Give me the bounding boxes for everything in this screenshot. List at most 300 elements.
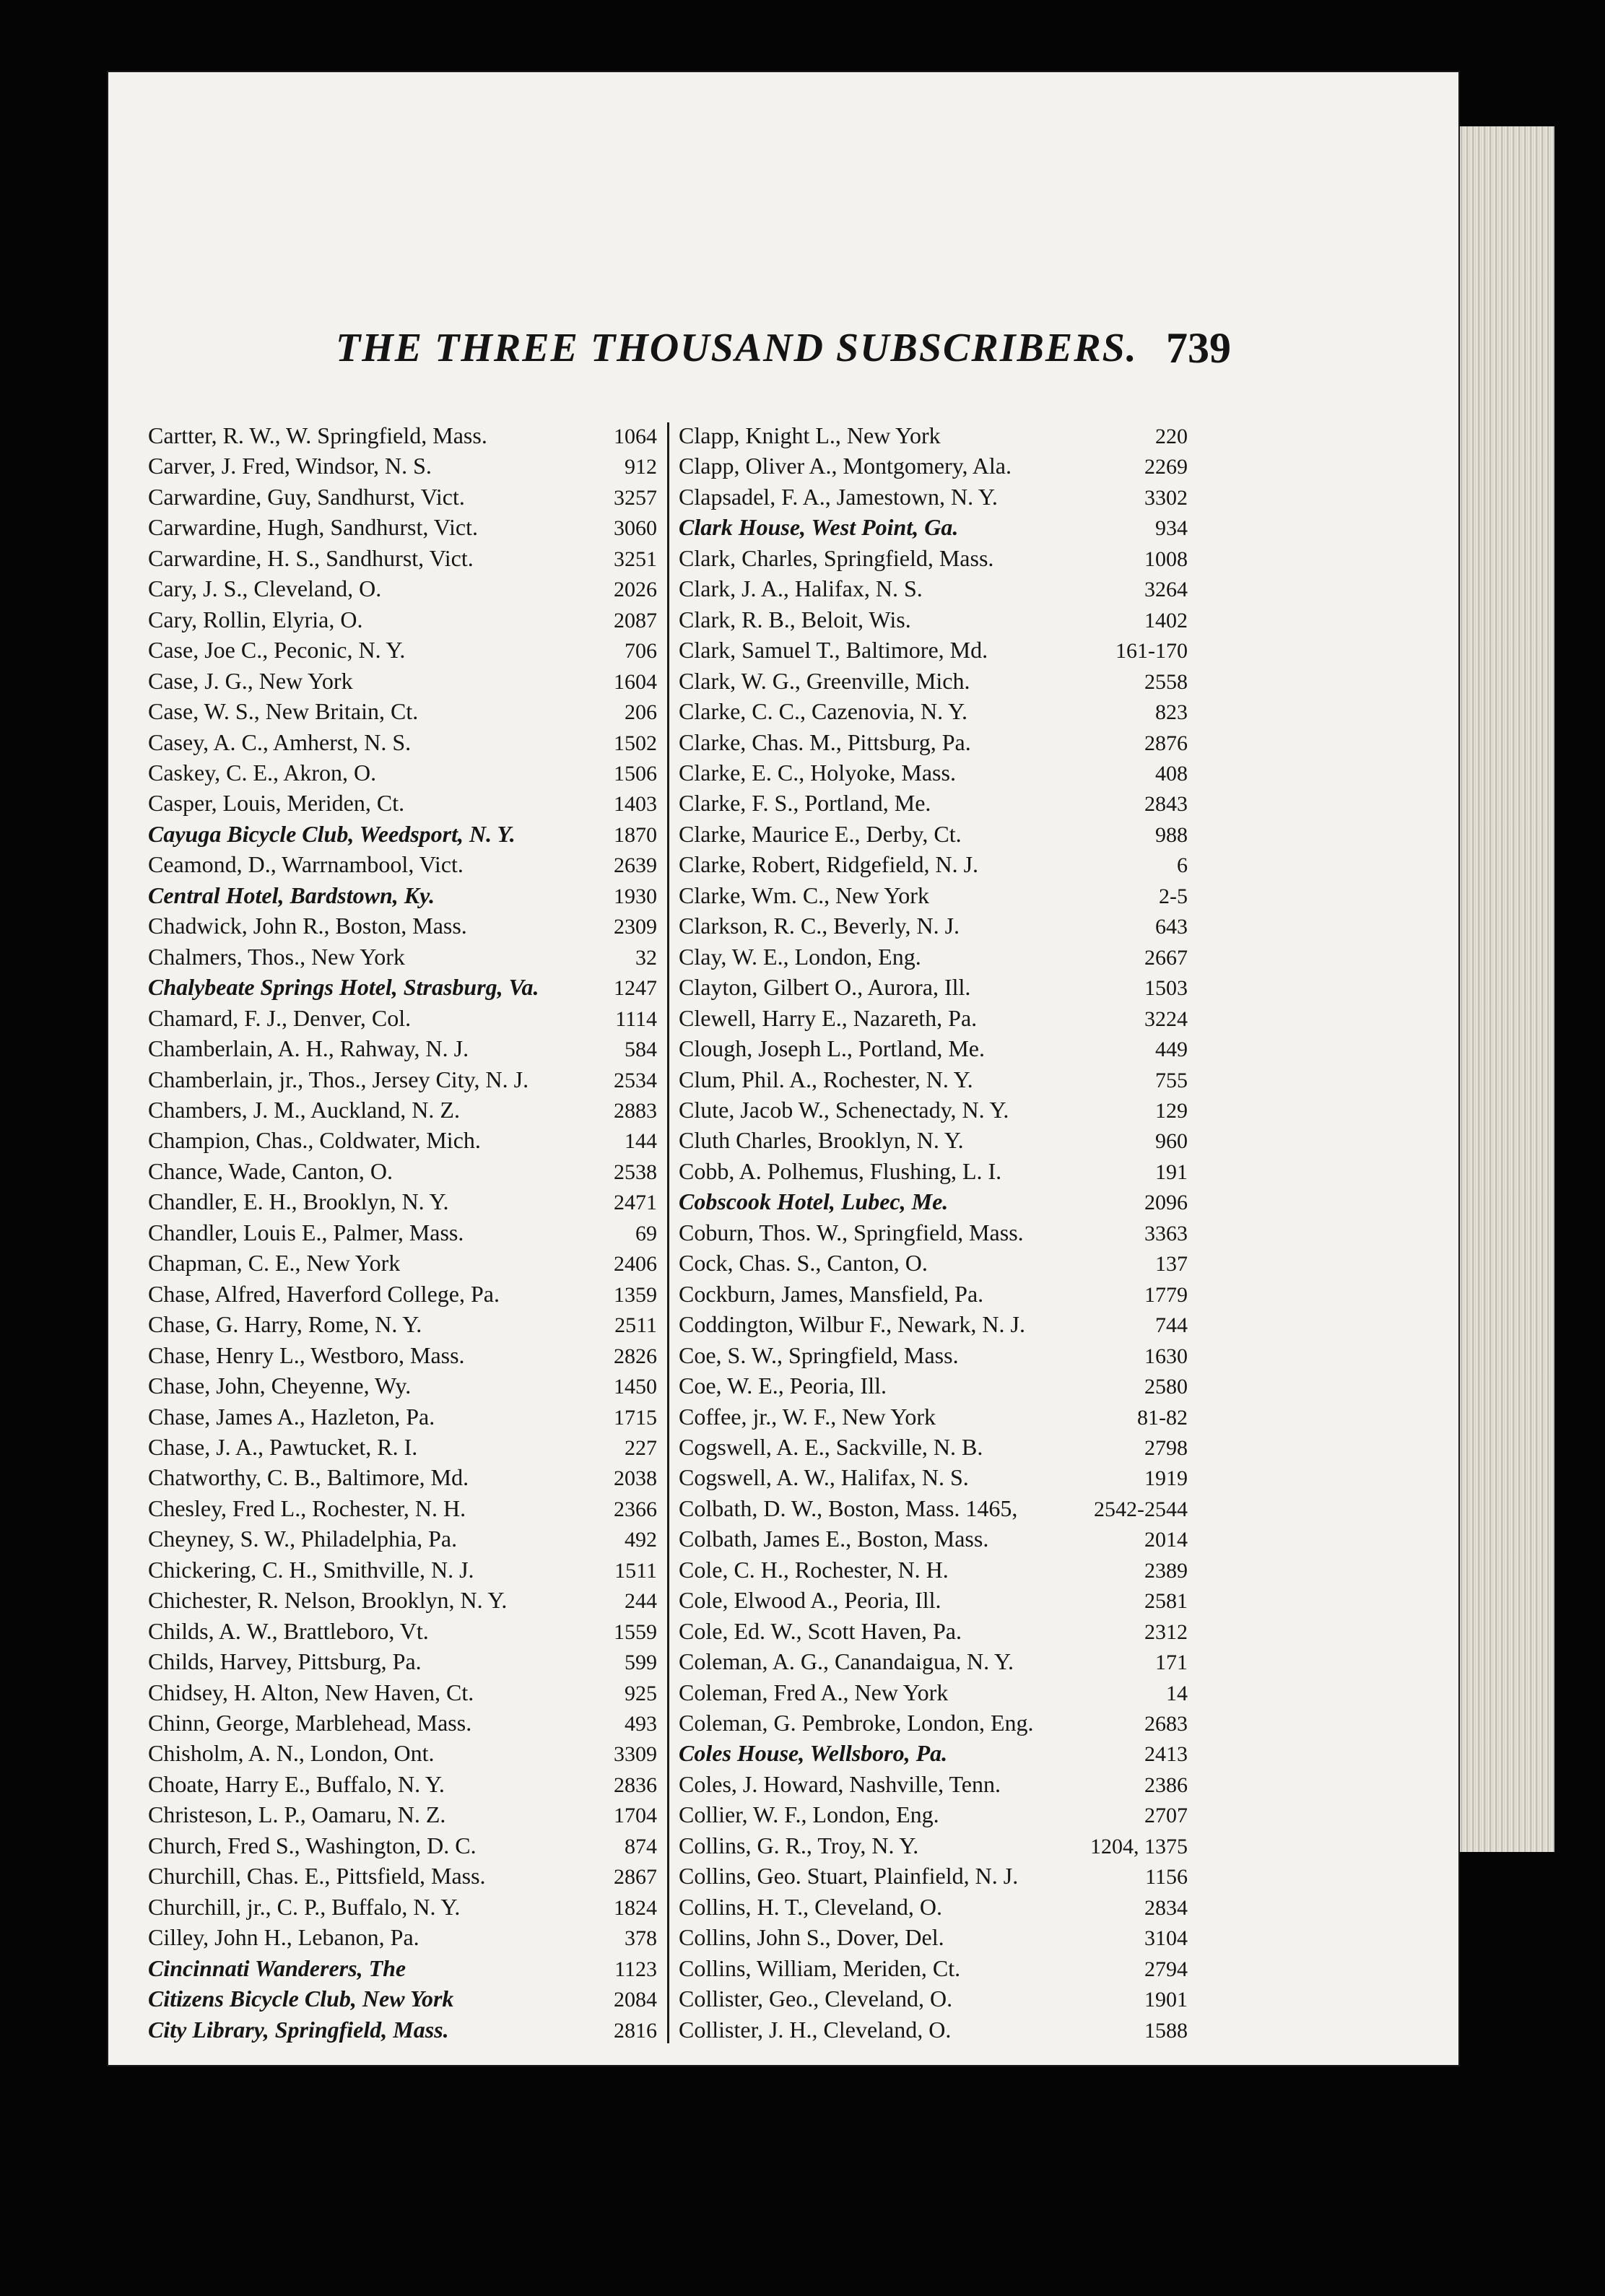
subscriber-name: Clark House, West Point, Ga. bbox=[679, 514, 959, 541]
subscriber-number: 1559 bbox=[614, 1619, 657, 1644]
subscriber-name: Cincinnati Wanderers, The bbox=[148, 1954, 406, 1981]
subscriber-name: Church, Fred S., Washington, D. C. bbox=[148, 1832, 477, 1858]
list-item bbox=[679, 1771, 1188, 1801]
subscriber-number: 2-5 bbox=[1159, 884, 1188, 908]
subscriber-number: 1604 bbox=[614, 669, 657, 694]
subscriber-number: 493 bbox=[625, 1712, 657, 1736]
subscriber-number: 3302 bbox=[1144, 485, 1188, 510]
column-divider bbox=[667, 422, 669, 2043]
subscriber-number: 1824 bbox=[614, 1895, 657, 1920]
list-item bbox=[148, 1005, 657, 1035]
subscriber-name: Chambers, J. M., Auckland, N. Z. bbox=[148, 1096, 460, 1123]
subscriber-name: Chase, James A., Hazleton, Pa. bbox=[148, 1403, 435, 1430]
running-head: THE THREE THOUSAND SUBSCRIBERS. bbox=[336, 326, 1138, 370]
list-item bbox=[679, 821, 1188, 851]
list-item bbox=[148, 575, 657, 606]
subscriber-number: 2366 bbox=[614, 1497, 657, 1521]
subscriber-number: 1064 bbox=[614, 425, 657, 448]
list-item bbox=[679, 851, 1188, 882]
subscriber-number: 2798 bbox=[1144, 1435, 1188, 1460]
subscriber-number: 2867 bbox=[614, 1865, 657, 1890]
page-header bbox=[108, 325, 1458, 397]
subscriber-name: Coe, W. E., Peoria, Ill. bbox=[679, 1373, 887, 1399]
subscriber-number: 1114 bbox=[615, 1006, 657, 1031]
subscriber-number: 206 bbox=[625, 700, 657, 725]
list-item bbox=[679, 1832, 1188, 1863]
subscriber-name: Cole, Elwood A., Peoria, Ill. bbox=[679, 1587, 941, 1614]
list-item bbox=[679, 1097, 1188, 1127]
subscriber-number: 2269 bbox=[1144, 455, 1188, 479]
subscriber-name: Citizens Bicycle Club, New York bbox=[148, 1986, 454, 2012]
list-item bbox=[148, 484, 657, 514]
subscriber-name: Clark, Samuel T., Baltimore, Md. bbox=[679, 637, 988, 664]
subscriber-number: 1779 bbox=[1144, 1282, 1188, 1307]
subscriber-name: Clarke, Robert, Ridgefield, N. J. bbox=[679, 851, 979, 878]
subscriber-number: 244 bbox=[625, 1589, 657, 1614]
list-item bbox=[679, 1587, 1188, 1617]
list-item bbox=[679, 1250, 1188, 1280]
subscriber-name: Chisholm, A. N., London, Ont. bbox=[148, 1740, 435, 1767]
subscriber-name: Cilley, John H., Lebanon, Pa. bbox=[148, 1924, 419, 1951]
subscriber-name: Chalybeate Springs Hotel, Strasburg, Va. bbox=[148, 974, 539, 1001]
subscriber-name: Cogswell, A. E., Sackville, N. B. bbox=[679, 1433, 983, 1460]
subscriber-name: Clark, W. G., Greenville, Mich. bbox=[679, 667, 970, 694]
subscriber-number: 2511 bbox=[614, 1313, 657, 1338]
subscriber-name: Chase, J. A., Pawtucket, R. I. bbox=[148, 1433, 418, 1460]
list-item bbox=[679, 453, 1188, 483]
subscriber-number: 137 bbox=[1155, 1252, 1188, 1277]
subscriber-name: Clark, Charles, Springfield, Mass. bbox=[679, 544, 994, 571]
subscriber-number: 755 bbox=[1155, 1068, 1188, 1092]
list-item bbox=[148, 1587, 657, 1617]
subscriber-name: Chickering, C. H., Smithville, N. J. bbox=[148, 1556, 474, 1583]
subscriber-number: 1704 bbox=[614, 1804, 657, 1828]
list-item bbox=[148, 1404, 657, 1434]
subscriber-number: 1506 bbox=[614, 761, 657, 786]
subscriber-name: Chandler, Louis E., Palmer, Mass. bbox=[148, 1219, 464, 1245]
subscriber-name: Cobb, A. Polhemus, Flushing, L. I. bbox=[679, 1157, 1002, 1184]
subscriber-number: 599 bbox=[625, 1651, 657, 1675]
subscriber-name: Collister, J. H., Cleveland, O. bbox=[679, 2016, 952, 2043]
subscriber-name: Clapp, Knight L., New York bbox=[679, 422, 941, 448]
list-item bbox=[148, 1188, 657, 1219]
subscriber-number: 1156 bbox=[1145, 1865, 1188, 1890]
subscriber-number: 3257 bbox=[614, 485, 657, 510]
list-item bbox=[679, 1618, 1188, 1648]
subscriber-number: 1247 bbox=[614, 976, 657, 1001]
list-item bbox=[148, 1526, 657, 1556]
subscriber-number: 2386 bbox=[1144, 1773, 1188, 1797]
subscriber-number: 2471 bbox=[614, 1191, 657, 1215]
list-item bbox=[679, 545, 1188, 575]
subscriber-name: Chance, Wade, Canton, O. bbox=[148, 1157, 393, 1184]
list-item bbox=[148, 1648, 657, 1679]
subscriber-number: 2413 bbox=[1144, 1742, 1188, 1767]
list-item bbox=[679, 698, 1188, 729]
subscriber-name: Collins, H. T., Cleveland, O. bbox=[679, 1893, 943, 1920]
list-item bbox=[679, 1740, 1188, 1770]
subscriber-name: Clayton, Gilbert O., Aurora, Ill. bbox=[679, 974, 971, 1001]
subscriber-name: Cluth Charles, Brooklyn, N. Y. bbox=[679, 1127, 964, 1154]
subscriber-name: Cockburn, James, Mansfield, Pa. bbox=[679, 1280, 984, 1307]
subscriber-number: 2038 bbox=[614, 1466, 657, 1491]
subscriber-name: Cary, J. S., Cleveland, O. bbox=[148, 575, 382, 602]
subscriber-number: 2534 bbox=[614, 1068, 657, 1092]
list-item bbox=[679, 575, 1188, 606]
list-item bbox=[679, 484, 1188, 514]
list-item bbox=[148, 729, 657, 760]
list-item bbox=[679, 760, 1188, 790]
subscriber-name: Collins, G. R., Troy, N. Y. bbox=[679, 1832, 919, 1858]
list-item bbox=[679, 1342, 1188, 1373]
subscriber-name: Chase, Alfred, Haverford College, Pa. bbox=[148, 1280, 500, 1307]
list-item bbox=[679, 974, 1188, 1004]
subscriber-name: Clarke, F. S., Portland, Me. bbox=[679, 790, 931, 817]
subscriber-number: 823 bbox=[1155, 700, 1188, 725]
subscriber-number: 3251 bbox=[614, 547, 657, 571]
list-item bbox=[148, 1557, 657, 1587]
subscriber-name: Chichester, R. Nelson, Brooklyn, N. Y. bbox=[148, 1587, 508, 1614]
subscriber-name: Case, W. S., New Britain, Ct. bbox=[148, 698, 419, 725]
subscriber-number: 1450 bbox=[614, 1375, 657, 1399]
list-item bbox=[148, 1158, 657, 1188]
list-item bbox=[679, 1801, 1188, 1832]
list-item bbox=[679, 1158, 1188, 1188]
subscriber-number: 1204, 1375 bbox=[1090, 1834, 1188, 1858]
subscriber-name: Coddington, Wilbur F., Newark, N. J. bbox=[679, 1311, 1025, 1338]
list-item bbox=[148, 1495, 657, 1526]
subscriber-name: Chapman, C. E., New York bbox=[148, 1250, 401, 1277]
subscriber-number: 925 bbox=[625, 1681, 657, 1705]
subscriber-number: 2883 bbox=[614, 1098, 657, 1123]
subscriber-name: Casey, A. C., Amherst, N. S. bbox=[148, 729, 412, 755]
subscriber-name: Clay, W. E., London, Eng. bbox=[679, 943, 921, 970]
subscriber-number: 2542-2544 bbox=[1094, 1497, 1188, 1521]
right-column bbox=[679, 422, 1188, 2047]
subscriber-number: 69 bbox=[635, 1221, 657, 1245]
list-item bbox=[679, 1281, 1188, 1311]
subscriber-name: City Library, Springfield, Mass. bbox=[148, 2016, 449, 2043]
subscriber-number: 2826 bbox=[614, 1344, 657, 1368]
left-column bbox=[148, 422, 657, 2047]
subscriber-number: 2026 bbox=[614, 578, 657, 602]
list-item bbox=[148, 1801, 657, 1832]
list-item bbox=[679, 944, 1188, 974]
subscriber-name: Chinn, George, Marblehead, Mass. bbox=[148, 1710, 472, 1736]
subscriber-number: 2876 bbox=[1144, 731, 1188, 755]
subscriber-number: 408 bbox=[1155, 761, 1188, 786]
subscriber-name: Casper, Louis, Meriden, Ct. bbox=[148, 790, 405, 817]
list-item bbox=[679, 1924, 1188, 1954]
subscriber-number: 1123 bbox=[614, 1957, 657, 1981]
list-item bbox=[148, 2017, 657, 2047]
list-item bbox=[148, 453, 657, 483]
subscriber-number: 1511 bbox=[614, 1558, 657, 1583]
book-page bbox=[108, 72, 1458, 2065]
subscriber-number: 3309 bbox=[614, 1742, 657, 1767]
subscriber-name: Cobscook Hotel, Lubec, Me. bbox=[679, 1188, 949, 1215]
subscriber-number: 934 bbox=[1155, 516, 1188, 541]
list-item bbox=[148, 1771, 657, 1801]
list-item bbox=[148, 606, 657, 637]
subscriber-number: 1402 bbox=[1144, 608, 1188, 632]
subscriber-name: Clark, R. B., Beloit, Wis. bbox=[679, 606, 911, 632]
subscriber-number: 2836 bbox=[614, 1773, 657, 1797]
subscriber-name: Clarkson, R. C., Beverly, N. J. bbox=[679, 913, 960, 939]
subscriber-number: 1403 bbox=[614, 792, 657, 817]
subscriber-number: 171 bbox=[1155, 1651, 1188, 1675]
subscriber-number: 1008 bbox=[1144, 547, 1188, 571]
subscriber-number: 2389 bbox=[1144, 1558, 1188, 1583]
list-item bbox=[148, 1373, 657, 1403]
subscriber-number: 2084 bbox=[614, 1988, 657, 2012]
subscriber-name: Chase, John, Cheyenne, Wy. bbox=[148, 1373, 412, 1399]
subscriber-name: Clough, Joseph L., Portland, Me. bbox=[679, 1035, 985, 1062]
list-item bbox=[679, 1894, 1188, 1924]
list-item bbox=[679, 514, 1188, 544]
list-item bbox=[679, 1434, 1188, 1464]
subscriber-number: 3264 bbox=[1144, 578, 1188, 602]
list-item bbox=[679, 1710, 1188, 1740]
subscriber-number: 1359 bbox=[614, 1282, 657, 1307]
subscriber-name: Coles, J. Howard, Nashville, Tenn. bbox=[679, 1770, 1001, 1797]
subscriber-name: Churchill, jr., C. P., Buffalo, N. Y. bbox=[148, 1893, 461, 1920]
page-number: 739 bbox=[1166, 324, 1231, 372]
subscriber-number: 3060 bbox=[614, 516, 657, 541]
subscriber-number: 2581 bbox=[1144, 1589, 1188, 1614]
subscriber-name: Case, J. G., New York bbox=[148, 667, 353, 694]
list-item bbox=[148, 1740, 657, 1770]
list-item bbox=[148, 1863, 657, 1893]
list-item bbox=[148, 1281, 657, 1311]
subscriber-number: 912 bbox=[625, 455, 657, 479]
list-item bbox=[679, 1188, 1188, 1219]
subscriber-name: Clarke, C. C., Cazenovia, N. Y. bbox=[679, 698, 967, 725]
subscriber-name: Clum, Phil. A., Rochester, N. Y. bbox=[679, 1066, 973, 1092]
subscriber-number: 2683 bbox=[1144, 1712, 1188, 1736]
list-item bbox=[148, 545, 657, 575]
subscriber-name: Chandler, E. H., Brooklyn, N. Y. bbox=[148, 1188, 449, 1215]
list-item bbox=[679, 1679, 1188, 1710]
list-item bbox=[679, 1526, 1188, 1556]
subscriber-name: Clapp, Oliver A., Montgomery, Ala. bbox=[679, 453, 1012, 479]
list-item bbox=[679, 1955, 1188, 1986]
subscriber-number: 2834 bbox=[1144, 1895, 1188, 1920]
subscriber-name: Carwardine, Guy, Sandhurst, Vict. bbox=[148, 483, 465, 510]
subscriber-number: 144 bbox=[625, 1129, 657, 1154]
subscriber-number: 1715 bbox=[614, 1405, 657, 1430]
list-item bbox=[679, 729, 1188, 760]
subscriber-number: 1588 bbox=[1144, 2018, 1188, 2043]
list-item bbox=[148, 1894, 657, 1924]
subscriber-name: Cole, Ed. W., Scott Haven, Pa. bbox=[679, 1617, 962, 1644]
subscriber-number: 2558 bbox=[1144, 669, 1188, 694]
list-item bbox=[148, 1710, 657, 1740]
list-item bbox=[679, 1035, 1188, 1066]
list-item bbox=[148, 1127, 657, 1157]
list-item bbox=[148, 882, 657, 913]
list-item bbox=[679, 882, 1188, 913]
list-item bbox=[148, 1618, 657, 1648]
subscriber-number: 3363 bbox=[1144, 1221, 1188, 1245]
list-item bbox=[148, 698, 657, 729]
subscriber-name: Colbath, James E., Boston, Mass. bbox=[679, 1526, 989, 1552]
subscriber-name: Champion, Chas., Coldwater, Mich. bbox=[148, 1127, 481, 1154]
list-item bbox=[679, 1464, 1188, 1495]
book-page-edges bbox=[1444, 126, 1554, 1852]
list-item bbox=[148, 1832, 657, 1863]
list-item bbox=[679, 1373, 1188, 1403]
list-item bbox=[679, 637, 1188, 667]
list-item bbox=[148, 1066, 657, 1097]
list-item bbox=[679, 1404, 1188, 1434]
list-item bbox=[148, 637, 657, 667]
subscriber-number: 2014 bbox=[1144, 1528, 1188, 1552]
subscriber-name: Clarke, Chas. M., Pittsburg, Pa. bbox=[679, 729, 971, 755]
subscriber-name: Cogswell, A. W., Halifax, N. S. bbox=[679, 1464, 969, 1491]
list-item bbox=[679, 1066, 1188, 1097]
list-item bbox=[148, 422, 657, 453]
list-item bbox=[148, 790, 657, 820]
subscriber-name: Collister, Geo., Cleveland, O. bbox=[679, 1986, 953, 2012]
subscriber-name: Collins, William, Meriden, Ct. bbox=[679, 1954, 961, 1981]
subscriber-number: 1930 bbox=[614, 884, 657, 908]
subscriber-name: Clarke, Maurice E., Derby, Ct. bbox=[679, 820, 962, 847]
list-item bbox=[148, 1250, 657, 1280]
subscriber-name: Coburn, Thos. W., Springfield, Mass. bbox=[679, 1219, 1024, 1245]
subscriber-number: 988 bbox=[1155, 822, 1188, 847]
subscriber-name: Carwardine, Hugh, Sandhurst, Vict. bbox=[148, 514, 478, 541]
list-item bbox=[679, 1219, 1188, 1250]
subscriber-number: 2312 bbox=[1144, 1619, 1188, 1644]
subscriber-number: 874 bbox=[625, 1834, 657, 1858]
subscriber-number: 492 bbox=[625, 1528, 657, 1552]
list-item bbox=[148, 1311, 657, 1341]
subscriber-number: 2538 bbox=[614, 1160, 657, 1184]
subscriber-name: Cary, Rollin, Elyria, O. bbox=[148, 606, 363, 632]
list-item bbox=[148, 1986, 657, 2016]
subscriber-number: 220 bbox=[1155, 425, 1188, 448]
subscriber-number: 3104 bbox=[1144, 1926, 1188, 1951]
subscriber-number: 584 bbox=[625, 1038, 657, 1062]
subscriber-name: Childs, A. W., Brattleboro, Vt. bbox=[148, 1617, 429, 1644]
subscriber-number: 643 bbox=[1155, 915, 1188, 939]
list-item bbox=[679, 1863, 1188, 1893]
list-item bbox=[148, 1219, 657, 1250]
subscriber-name: Churchill, Chas. E., Pittsfield, Mass. bbox=[148, 1863, 486, 1890]
subscriber-number: 129 bbox=[1155, 1098, 1188, 1123]
subscriber-number: 2667 bbox=[1144, 945, 1188, 970]
subscriber-name: Chadwick, John R., Boston, Mass. bbox=[148, 913, 467, 939]
subscriber-name: Chamberlain, jr., Thos., Jersey City, N. J. bbox=[148, 1066, 529, 1092]
list-item bbox=[679, 1005, 1188, 1035]
list-item bbox=[148, 821, 657, 851]
subscriber-number: 2096 bbox=[1144, 1191, 1188, 1215]
subscriber-name: Carver, J. Fred, Windsor, N. S. bbox=[148, 453, 432, 479]
subscriber-name: Coleman, Fred A., New York bbox=[679, 1679, 949, 1705]
list-item bbox=[148, 1035, 657, 1066]
subscriber-name: Chalmers, Thos., New York bbox=[148, 943, 405, 970]
subscriber-name: Case, Joe C., Peconic, N. Y. bbox=[148, 637, 406, 664]
subscriber-number: 1919 bbox=[1144, 1466, 1188, 1491]
list-item bbox=[148, 851, 657, 882]
list-item bbox=[148, 514, 657, 544]
list-item bbox=[679, 1127, 1188, 1157]
subscriber-name: Coleman, G. Pembroke, London, Eng. bbox=[679, 1710, 1034, 1736]
subscriber-name: Cayuga Bicycle Club, Weedsport, N. Y. bbox=[148, 820, 516, 847]
subscriber-name: Chase, Henry L., Westboro, Mass. bbox=[148, 1341, 465, 1368]
subscriber-name: Collins, Geo. Stuart, Plainfield, N. J. bbox=[679, 1863, 1019, 1890]
list-item bbox=[148, 1097, 657, 1127]
subscriber-number: 706 bbox=[625, 639, 657, 664]
subscriber-number: 32 bbox=[635, 945, 657, 970]
subscriber-name: Cole, C. H., Rochester, N. H. bbox=[679, 1556, 949, 1583]
subscriber-number: 2580 bbox=[1144, 1375, 1188, 1399]
subscriber-number: 2309 bbox=[614, 915, 657, 939]
subscriber-number: 2639 bbox=[614, 853, 657, 878]
subscriber-number: 2843 bbox=[1144, 792, 1188, 817]
list-item bbox=[148, 974, 657, 1004]
subscriber-name: Childs, Harvey, Pittsburg, Pa. bbox=[148, 1648, 422, 1675]
subscriber-name: Collier, W. F., London, Eng. bbox=[679, 1801, 939, 1828]
subscriber-name: Coles House, Wellsboro, Pa. bbox=[679, 1740, 948, 1767]
subscriber-number: 2087 bbox=[614, 608, 657, 632]
subscriber-number: 227 bbox=[625, 1435, 657, 1460]
list-item bbox=[148, 913, 657, 943]
subscriber-name: Carwardine, H. S., Sandhurst, Vict. bbox=[148, 544, 474, 571]
subscriber-name: Central Hotel, Bardstown, Ky. bbox=[148, 882, 435, 908]
subscriber-name: Coffee, jr., W. F., New York bbox=[679, 1403, 936, 1430]
subscriber-name: Clute, Jacob W., Schenectady, N. Y. bbox=[679, 1096, 1009, 1123]
subscriber-number: 3224 bbox=[1144, 1006, 1188, 1031]
list-item bbox=[679, 1648, 1188, 1679]
list-item bbox=[679, 1311, 1188, 1341]
subscriber-name: Choate, Harry E., Buffalo, N. Y. bbox=[148, 1770, 445, 1797]
subscriber-number: 6 bbox=[1177, 853, 1188, 878]
subscriber-name: Clarke, Wm. C., New York bbox=[679, 882, 929, 908]
list-item bbox=[148, 1955, 657, 1986]
list-item bbox=[148, 1924, 657, 1954]
subscriber-number: 1502 bbox=[614, 731, 657, 755]
subscriber-name: Coleman, A. G., Canandaigua, N. Y. bbox=[679, 1648, 1014, 1675]
subscriber-number: 191 bbox=[1155, 1160, 1188, 1184]
subscriber-number: 449 bbox=[1155, 1038, 1188, 1062]
subscriber-number: 1630 bbox=[1144, 1344, 1188, 1368]
subscriber-name: Colbath, D. W., Boston, Mass. 1465, bbox=[679, 1495, 1018, 1521]
subscriber-number: 161-170 bbox=[1115, 639, 1188, 664]
subscriber-number: 1870 bbox=[614, 822, 657, 847]
list-item bbox=[148, 760, 657, 790]
subscriber-name: Christeson, L. P., Oamaru, N. Z. bbox=[148, 1801, 446, 1828]
subscriber-number: 378 bbox=[625, 1926, 657, 1951]
subscriber-name: Cock, Chas. S., Canton, O. bbox=[679, 1250, 928, 1277]
subscriber-name: Chidsey, H. Alton, New Haven, Ct. bbox=[148, 1679, 474, 1705]
subscriber-name: Cheyney, S. W., Philadelphia, Pa. bbox=[148, 1526, 458, 1552]
subscriber-number: 1503 bbox=[1144, 976, 1188, 1001]
subscriber-name: Caskey, C. E., Akron, O. bbox=[148, 759, 377, 786]
subscriber-number: 960 bbox=[1155, 1129, 1188, 1154]
list-item bbox=[679, 606, 1188, 637]
list-item bbox=[148, 1464, 657, 1495]
list-item bbox=[679, 1495, 1188, 1526]
list-item bbox=[679, 2017, 1188, 2047]
list-item bbox=[148, 668, 657, 698]
subscriber-number: 2794 bbox=[1144, 1957, 1188, 1981]
subscriber-name: Chamberlain, A. H., Rahway, N. J. bbox=[148, 1035, 469, 1062]
subscriber-name: Cartter, R. W., W. Springfield, Mass. bbox=[148, 422, 487, 448]
list-item bbox=[679, 668, 1188, 698]
subscriber-number: 14 bbox=[1166, 1681, 1188, 1705]
